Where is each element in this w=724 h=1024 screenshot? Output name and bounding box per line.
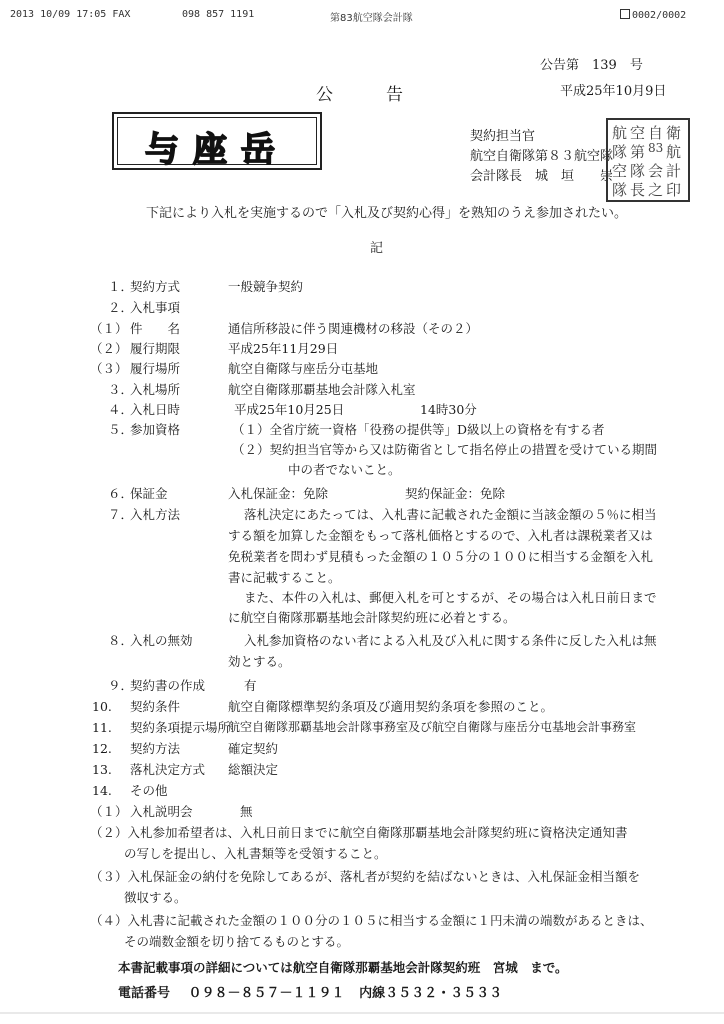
seal-char: 空 [630, 124, 646, 142]
seal-char: 航 [612, 124, 628, 142]
item-number: ２． [108, 300, 134, 315]
item-value: 有 [244, 678, 257, 693]
item-label: 入札日時 [130, 402, 181, 417]
item-value: 航空自衛隊与座岳分屯基地 [228, 361, 379, 376]
item-label: 契約方法 [130, 741, 181, 756]
item-label: 履行期限 [130, 341, 181, 356]
ki-heading: 記 [370, 241, 384, 256]
intro-text: 下記により入札を実施するので「入札及び契約心得」を熟知のうえ参加されたい。 [146, 206, 628, 221]
item-text: （３）入札保証金の納付を免除してあるが、落札者が契約を結ばないときは、入札保証金相当額を [90, 869, 641, 884]
fax-sender: 第83航空隊会計隊 [330, 13, 413, 24]
item-value: 確定契約 [228, 741, 279, 756]
item-value: 契約保証金：免除 [405, 486, 506, 501]
item-value: 航空自衛隊那覇基地会計隊入札室 [228, 382, 416, 397]
seal-char: 航 [666, 143, 682, 161]
item-text: 効とする。 [228, 654, 291, 669]
seal-char: 隊 [612, 143, 628, 161]
seal-char: 空 [612, 162, 628, 180]
footer-contact: 本書記載事項の詳細については航空自衛隊那覇基地会計隊契約班 宮城 まで。 [118, 960, 568, 975]
item-number: ３． [108, 382, 134, 397]
item-label: 入札事項 [130, 300, 181, 315]
item-number: １． [108, 279, 134, 294]
item-number: ８． [108, 633, 134, 648]
issuer-title: 契約担当官 [470, 129, 536, 144]
fax-page: 0002/0002 [620, 9, 686, 21]
item-label: 件 名 [130, 321, 181, 336]
item-number: 13. [92, 762, 112, 777]
item-text: また、本件の入札は、郵便入札を可とするが、その場合は入札日前日まで [244, 590, 657, 605]
seal-char: 83 [648, 141, 664, 155]
item-text: 落札決定にあたっては、入札書に記載された金額に当該金額の５％に相当 [244, 507, 657, 522]
item-label: 契約方式 [130, 279, 181, 294]
item-label: 契約書の作成 [130, 678, 206, 693]
item-number: 11. [92, 720, 112, 735]
title-ko: 公 [316, 85, 333, 105]
item-number: 14. [92, 783, 112, 798]
item-time: 14時30分 [420, 402, 477, 417]
item-label: 入札の無効 [130, 633, 193, 648]
item-number: ４． [108, 402, 134, 417]
phone-label: 電話番号 [118, 986, 171, 1001]
item-text: その端数金額を切り捨てるものとする。 [124, 934, 350, 949]
item-text: 免税業者を問わず見積もった金額の１０５分の１００に相当する金額を入札 [228, 549, 654, 564]
page-edge-divider [0, 1012, 724, 1014]
item-label: 契約条件 [130, 699, 181, 714]
seal-char: 印 [666, 181, 682, 199]
item-label: 落札決定方式 [130, 762, 206, 777]
item-text: 中の者でないこと。 [288, 462, 401, 477]
seal-char: 長 [630, 181, 646, 199]
item-label: 入札方法 [130, 507, 181, 522]
seal-char: 自 [648, 124, 664, 142]
item-text: （１）全省庁統一資格「役務の提供等」D級以上の資格を有する者 [232, 422, 605, 437]
sub-number: （１） [90, 804, 128, 819]
sub-number: （３） [90, 361, 128, 376]
phone-number: ０９８－８５７－１１９１ [188, 986, 345, 1001]
item-number: 12. [92, 741, 112, 756]
item-text: 徴収する。 [124, 890, 187, 905]
seal-char: 第 [630, 143, 646, 161]
item-value: 航空自衛隊那覇基地会計隊事務室及び航空自衛隊与座岳分屯基地会計事務室 [228, 720, 637, 734]
item-text: （２）入札参加希望者は、入札日前日までに航空自衛隊那覇基地会計隊契約班に資格決定通知書 [90, 825, 628, 840]
item-value: 航空自衛隊標準契約条項及び適用契約条項を参照のこと。 [228, 699, 554, 714]
item-value: 総額決定 [228, 762, 279, 777]
item-value: 平成25年10月25日 [234, 402, 345, 417]
sub-number: （２） [90, 341, 128, 356]
item-text: 書に記載すること。 [228, 570, 341, 585]
item-value: 通信所移設に伴う関連機材の移設（その２） [228, 321, 479, 336]
fax-number: 098 857 1191 [182, 9, 255, 20]
fax-timestamp: 2013 10/09 17:05 FAX [10, 9, 131, 20]
item-value: 一般競争契約 [228, 279, 304, 294]
footer-phone-row [118, 982, 502, 1001]
item-number: 10. [92, 699, 112, 714]
item-label: 保証金 [130, 486, 168, 501]
issuer-unit: 航空自衛隊第８３航空隊 [470, 149, 614, 164]
item-value: 入札保証金：免除 [228, 486, 329, 501]
item-text: に航空自衛隊那覇基地会計隊契約班に必着とする。 [228, 610, 516, 625]
item-value: 無 [240, 804, 253, 819]
item-label: 契約条項提示場所 [130, 720, 231, 735]
seal-char: 衛 [666, 124, 682, 142]
official-seal [606, 118, 690, 202]
item-label: 入札場所 [130, 382, 181, 397]
seal-char: 隊 [612, 181, 628, 199]
notice-date: 平成25年10月9日 [560, 84, 667, 99]
fax-page-icon [620, 9, 630, 19]
seal-char: 之 [648, 181, 664, 199]
item-number: ５． [108, 422, 134, 437]
item-text: （２）契約担当官等から又は防衛省として指名停止の措置を受けている期間 [232, 442, 658, 457]
item-label: 参加資格 [130, 422, 181, 437]
item-value: 平成25年11月29日 [228, 341, 339, 356]
phone-extension: 内線３５３２・３５３３ [359, 986, 503, 1001]
item-text: （４）入札書に記載された金額の１００分の１０５に相当する金額に１円未満の端数があるときは、 [90, 913, 653, 928]
item-text: する額を加算した金額をもって落札価格とするので、入札者は課税業者又は [228, 528, 653, 543]
issuer-name: 会計隊長 城 垣 崇 [470, 169, 614, 184]
item-text: 入札参加資格のない者による入札及び入札に関する条件に反した入札は無 [244, 633, 657, 648]
site-stamp-text: 与座岳 [145, 130, 289, 170]
item-number: ９． [108, 678, 134, 693]
title-koku: 告 [386, 85, 403, 105]
seal-char: 会 [648, 162, 664, 180]
item-label: 入札説明会 [130, 804, 193, 819]
item-number: ６． [108, 486, 134, 501]
notice-number: 公告第 139 号 [540, 58, 643, 73]
site-stamp [112, 112, 322, 170]
seal-char: 隊 [630, 162, 646, 180]
item-number: ７． [108, 507, 134, 522]
sub-number: （１） [90, 321, 128, 336]
seal-char: 計 [666, 162, 682, 180]
item-label: 履行場所 [130, 361, 181, 376]
item-label: その他 [130, 783, 168, 798]
item-text: の写しを提出し、入札書類等を受領すること。 [124, 846, 387, 861]
